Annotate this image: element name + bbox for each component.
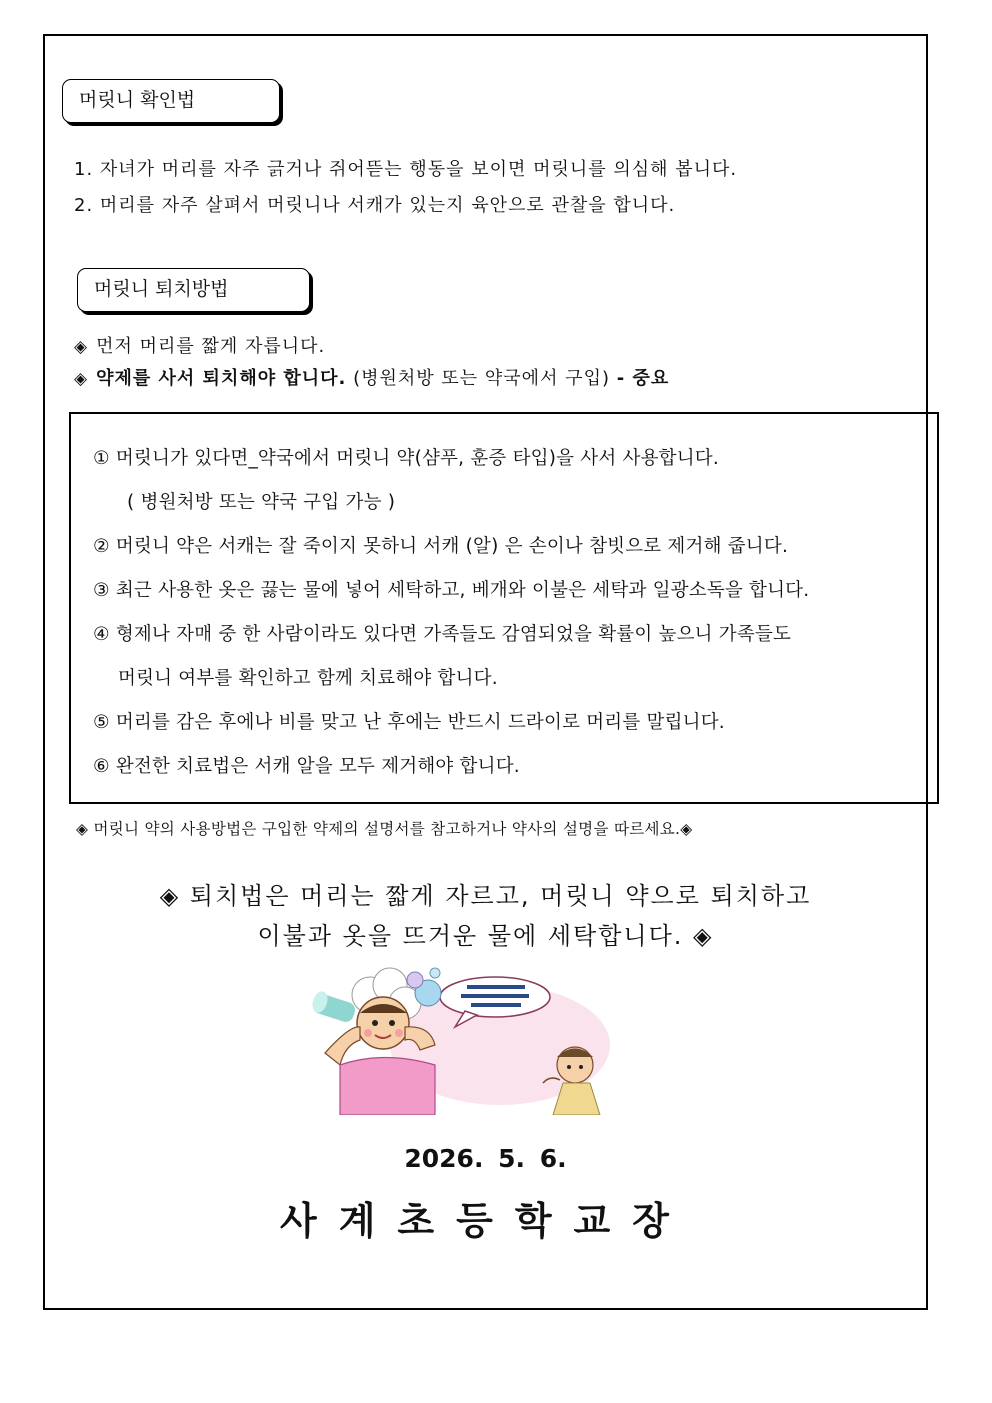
step-2: ② 머릿니 약은 서캐는 잘 죽이지 못하니 서캐 (알) 은 손이나 참빗으로 제거해 줍니다.	[93, 536, 789, 557]
hair-washing-illustration	[305, 965, 610, 1115]
step-1-note: ( 병원처방 또는 약국 구입 가능 )	[127, 492, 396, 513]
check-item-1: 1. 자녀가 머리를 자주 긁거나 쥐어뜯는 행동을 보이면 머릿니를 의심해 봅니다.	[74, 159, 738, 180]
step-1: ① 머릿니가 있다면_약국에서 머릿니 약(샴푸, 훈증 타입)을 사서 사용합니다.	[93, 448, 719, 469]
school-principal-signature: 사계초등학교장	[280, 1199, 691, 1243]
treatment-steps-box	[69, 412, 939, 804]
removal-bullet-1-text: 먼저 머리를 짧게 자릅니다.	[96, 336, 326, 357]
summary-line-1: ◈ 퇴치법은 머리는 짧게 자르고, 머릿니 약으로 퇴치하고	[159, 882, 812, 910]
removal-bullet-2-note: (병원처방 또는 약국에서 구입)	[353, 368, 610, 389]
section-heading-removal	[77, 268, 310, 312]
step-5: ⑤ 머리를 감은 후에나 비를 맞고 난 후에는 반드시 드라이로 머리를 말립니다.	[93, 712, 725, 733]
check-item-2: 2. 머리를 자주 살펴서 머릿니나 서캐가 있는지 육안으로 관찰을 합니다.	[74, 195, 676, 216]
step-4-continued: 머릿니 여부를 확인하고 함께 치료해야 합니다.	[118, 668, 498, 689]
step-6: ⑥ 완전한 치료법은 서캐 알을 모두 제거해야 합니다.	[93, 756, 520, 777]
summary-line-2: 이불과 옷을 뜨거운 물에 세탁합니다. ◈	[257, 922, 714, 950]
usage-note: ◈ 머릿니 약의 사용방법은 구입한 약제의 설명서를 참고하거나 약사의 설명을 따르세요.◈	[76, 820, 693, 838]
section-heading-check-text: 머릿니 확인법	[79, 89, 196, 111]
diamond-bullet-icon: ◈	[74, 369, 89, 389]
step-4: ④ 형제나 자매 중 한 사람이라도 있다면 가족들도 감염되었을 확률이 높으니 가족들도	[93, 624, 792, 645]
step-3: ③ 최근 사용한 옷은 끓는 물에 넣어 세탁하고, 베개와 이불은 세탁과 일광소독을 합니다.	[93, 580, 810, 601]
removal-bullet-2-bold: 약제를 사서 퇴치해야 합니다.	[96, 368, 347, 389]
removal-bullet-2-important: - 중요	[616, 368, 670, 389]
document-date: 2026. 5. 6.	[404, 1144, 567, 1173]
removal-bullet-2	[74, 364, 669, 390]
section-heading-removal-text: 머릿니 퇴치방법	[94, 278, 229, 300]
diamond-bullet-icon: ◈	[74, 337, 89, 357]
removal-bullet-1	[74, 332, 325, 358]
section-heading-check	[62, 79, 280, 123]
